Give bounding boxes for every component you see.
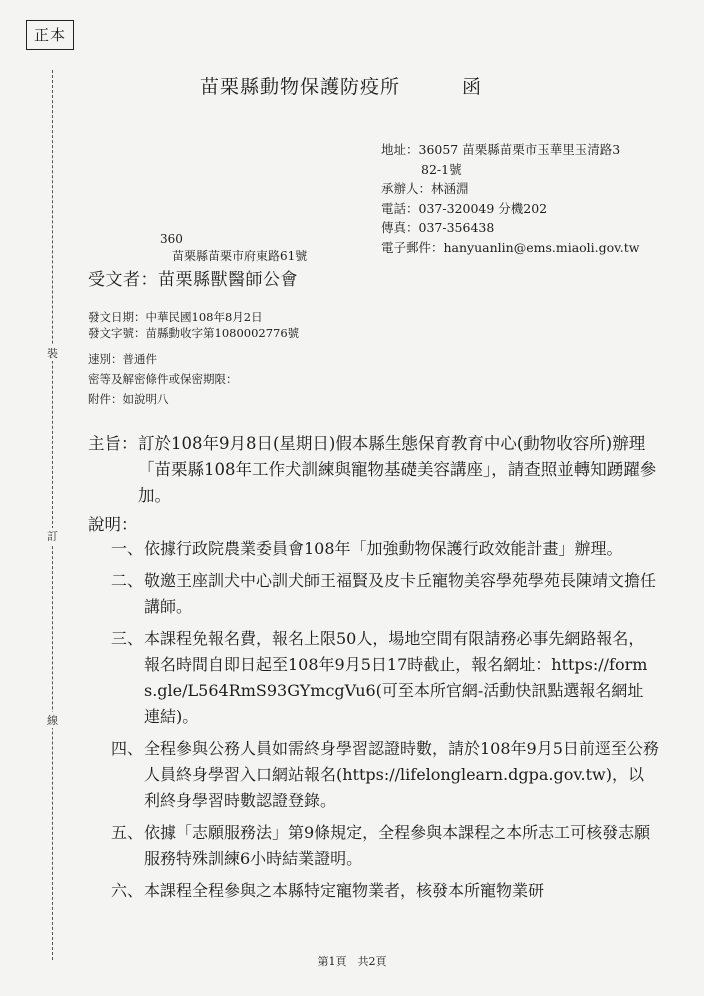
explanation-item: [111, 626, 659, 730]
item-text: 依據「志願服務法」第9條規定，全程參與本課程之本所志工可核發志願服務特殊訓練6小時結業證明。: [144, 823, 651, 868]
subject: [88, 431, 658, 509]
item-number: 二、: [111, 571, 144, 590]
attachment: 附件：如說明八: [88, 392, 169, 406]
issue-date: 發文日期：中華民國108年8月2日: [88, 310, 263, 324]
agency-title: 苗栗縣動物保護防疫所: [200, 76, 401, 98]
speed-class: 速別：普通件: [88, 352, 157, 366]
item-number: 六、: [111, 881, 144, 900]
contact-phone: 電話：037-320049 分機202: [381, 200, 548, 216]
original-copy-stamp: 正本: [26, 20, 74, 50]
explanation-item: [111, 878, 659, 904]
document-meta: [88, 309, 299, 341]
secrecy-level: 密等及解密條件或保密期限：: [88, 372, 238, 386]
binding-mark-zhuang: 裝: [47, 347, 58, 360]
explanation-list: [111, 536, 659, 910]
explanation-item: [111, 736, 659, 814]
item-text: 敬邀王座訓犬中心訓犬師王福賢及皮卡丘寵物美容學苑學苑長陳靖文擔任講師。: [144, 571, 657, 616]
document-type: 函: [462, 76, 482, 98]
contact-fax: 傳真：037-356438: [381, 220, 495, 235]
item-text: 依據行政院農業委員會108年「加強動物保護行政效能計畫」辦理。: [144, 539, 623, 558]
contact-address: 地址：36057 苗栗縣苗栗市玉華里玉清路3: [381, 142, 621, 157]
item-number: 一、: [111, 539, 144, 558]
contact-email: 電子郵件：hanyuanlin@ems.miaoli.gov.tw: [381, 239, 640, 255]
explanation-item: [111, 820, 659, 872]
binding-mark-ding: 訂: [47, 530, 58, 543]
explanation-label: 說明：: [88, 515, 138, 534]
item-text: 本課程免報名費，報名上限50人，場地空間有限請務必事先網路報名，報名時間自即日起至108年9月5日17時截止，報名網址：https://forms.gle/L564RmS93GYmcgVu6(可至本所官網-活動快訊點選報名網址連結)。: [144, 629, 648, 726]
document-number: 發文字號：苗縣動收字第1080002776號: [88, 326, 300, 340]
contact-handler: 承辦人：林涵淵: [381, 181, 469, 196]
recipient-zip: 360: [160, 232, 183, 246]
recipient-address: 苗栗縣苗栗市府東路61號: [172, 249, 308, 263]
recipient: 受文者：苗栗縣獸醫師公會: [88, 270, 298, 290]
document-meta-2: [88, 349, 238, 409]
contact-address-cont: 82-1號: [421, 161, 462, 177]
item-number: 四、: [111, 739, 144, 758]
contact-block: [381, 140, 639, 257]
item-text: 本課程全程參與之本縣特定寵物業者，核發本所寵物業研: [144, 881, 545, 900]
binding-mark-xian: 線: [47, 714, 58, 727]
subject-text: 訂於108年9月8日(星期日)假本縣生態保育教育中心(動物收容所)辦理「苗栗縣108年工作犬訓練與寵物基礎美容講座」，請查照並轉知踴躍參加。: [138, 434, 657, 505]
page-footer: 第1頁 共2頁: [317, 955, 387, 968]
explanation-item: [111, 568, 659, 620]
item-number: 三、: [111, 629, 144, 648]
item-number: 五、: [111, 823, 144, 842]
explanation-item: [111, 536, 659, 562]
binding-line: [52, 70, 53, 960]
item-text: 全程參與公務人員如需終身學習認證時數，請於108年9月5日前逕至公務人員終身學習入口網站報名(https://lifelonglearn.dgpa.gov.tw)，以利終身學習時數認證登錄。: [144, 739, 659, 810]
subject-label: 主旨：: [88, 434, 138, 453]
